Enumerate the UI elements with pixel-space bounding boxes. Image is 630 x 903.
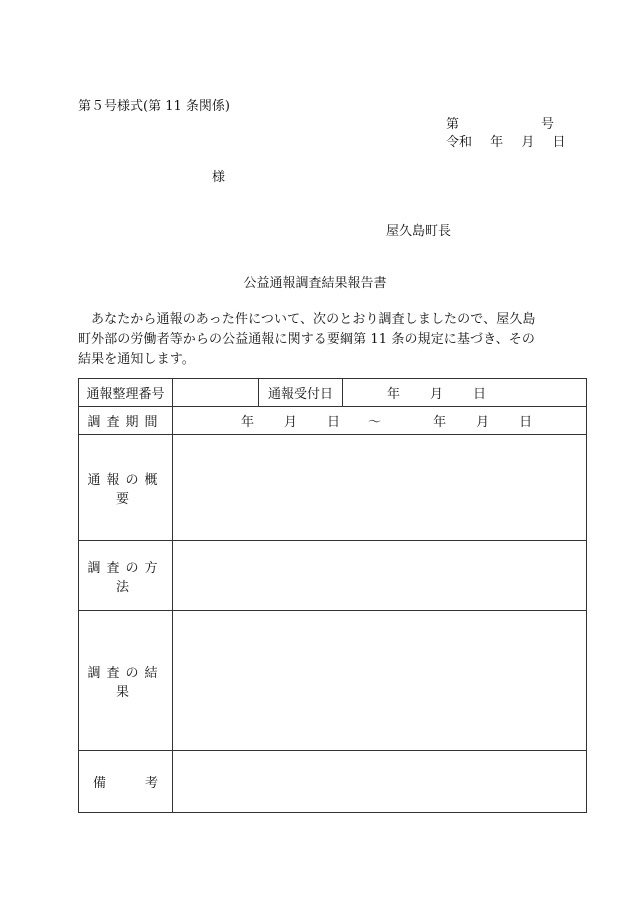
period-end-month: 月	[476, 415, 490, 430]
period-separator: ～	[368, 415, 382, 430]
period-start-month: 月	[284, 415, 298, 430]
method-label: 調査の方法	[79, 541, 173, 611]
summary-cell[interactable]	[173, 435, 587, 541]
form-number: 第５号様式(第 11 条関係)	[78, 99, 230, 114]
body-text: あなたから通報のあった件について、次のとおり調査しましたので、屋久島町外部の労働者等からの公益通報に関する要綱第 11 条の規定に基づき、その結果を通知します。	[78, 312, 536, 367]
issue-date-month: 月	[521, 135, 535, 150]
result-label: 調査の結果	[79, 611, 173, 751]
remarks-label-char-2: 考	[144, 776, 158, 791]
issue-date-year: 年	[490, 135, 504, 150]
period-label: 調査期間	[79, 407, 173, 435]
period-start-year: 年	[241, 415, 255, 430]
remarks-label-char-1: 備	[93, 776, 107, 791]
received-year: 年	[387, 387, 401, 402]
table-row-remarks	[79, 751, 587, 813]
issuer-name: 屋久島町長	[386, 224, 452, 239]
issue-date-era: 令和	[446, 135, 473, 150]
period-end-day: 日	[519, 415, 533, 430]
period-end-year: 年	[433, 415, 447, 430]
result-cell[interactable]	[173, 611, 587, 751]
period-start-day: 日	[327, 415, 341, 430]
table-row-method	[79, 541, 587, 611]
document-number-label: 第	[446, 117, 460, 132]
recipient-suffix: 様	[212, 170, 226, 185]
period-cell[interactable]	[173, 407, 587, 435]
remarks-cell[interactable]	[173, 751, 587, 813]
issue-date	[446, 131, 565, 150]
report-title: 公益通報調査結果報告書	[243, 276, 387, 291]
remarks-label	[79, 751, 173, 813]
issue-date-day: 日	[552, 135, 566, 150]
table-row-report-info	[79, 379, 587, 407]
method-cell[interactable]	[173, 541, 587, 611]
received-date-label: 通報受付日	[259, 379, 343, 407]
received-month: 月	[430, 387, 444, 402]
report-table	[78, 378, 587, 813]
received-date-cell[interactable]	[343, 379, 587, 407]
report-no-cell[interactable]	[173, 379, 259, 407]
table-row-period	[79, 407, 587, 435]
document-number-suffix: 号	[541, 117, 555, 132]
summary-label: 通報の概要	[79, 435, 173, 541]
table-row-summary	[79, 435, 587, 541]
received-day: 日	[473, 387, 487, 402]
report-no-label: 通報整理番号	[79, 379, 173, 407]
table-row-result	[79, 611, 587, 751]
